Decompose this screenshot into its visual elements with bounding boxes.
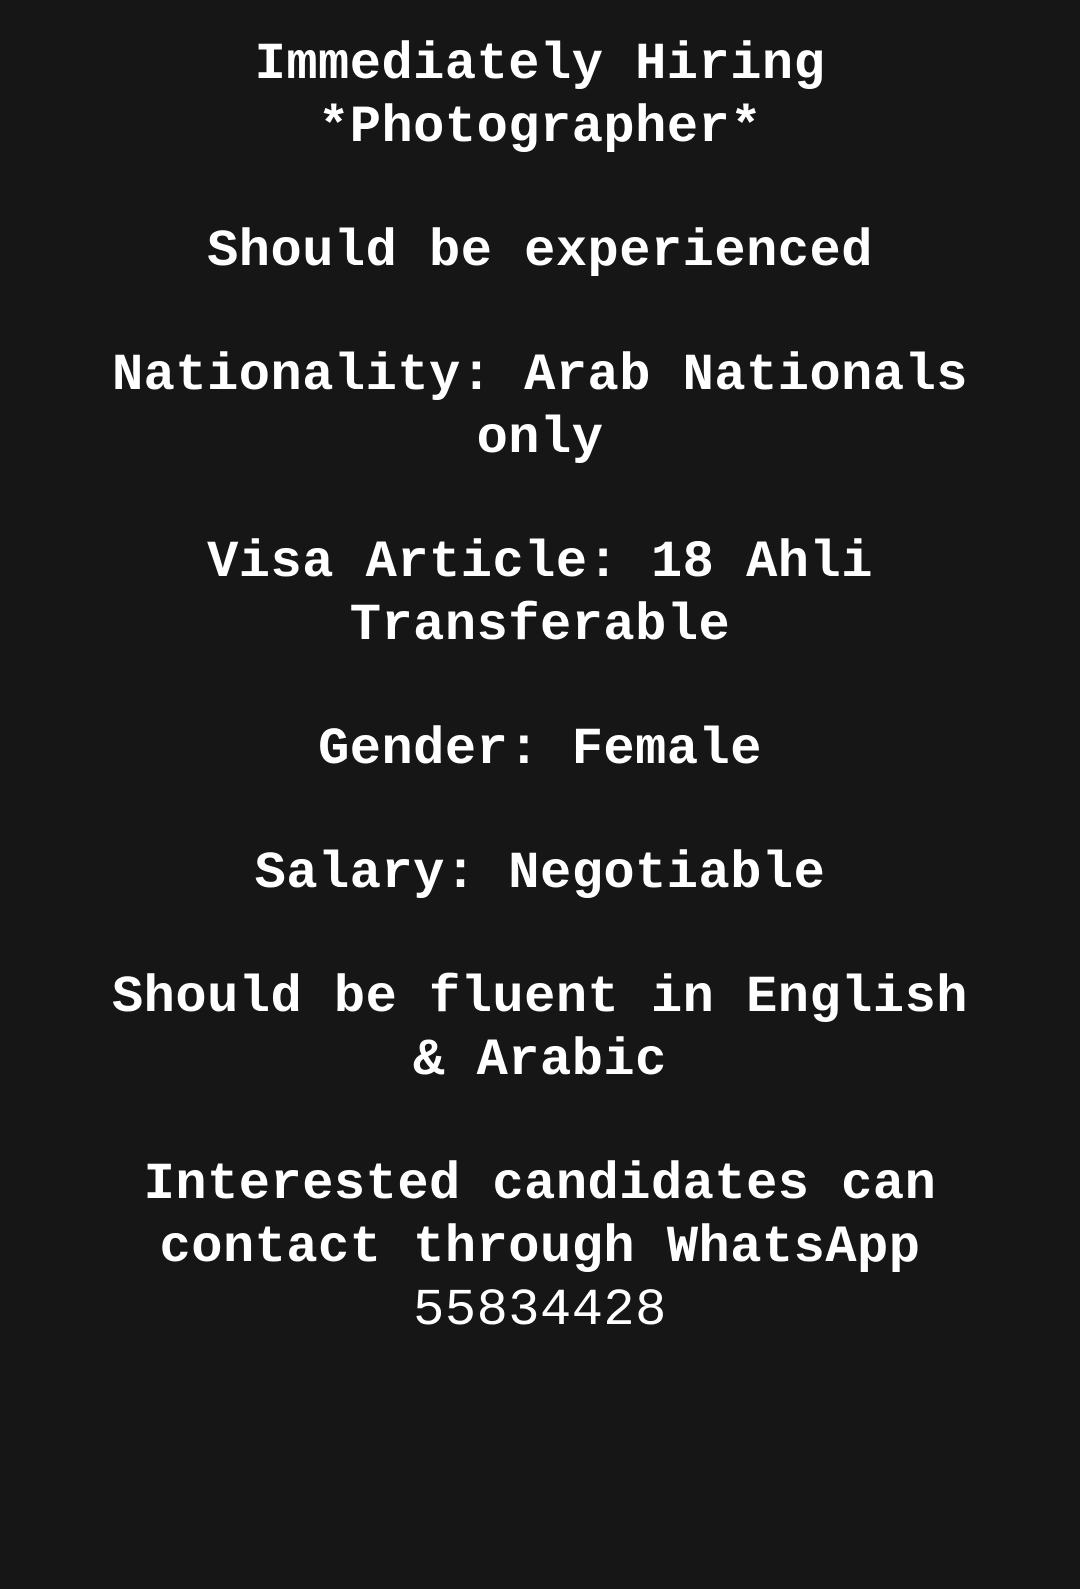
job-title: *Photographer* (318, 98, 762, 157)
visa-requirement (0, 531, 1080, 657)
language-line: & Arabic (413, 1031, 667, 1090)
gender-text: Gender: Female (318, 720, 762, 779)
language-requirement (0, 966, 1080, 1092)
experience-requirement (0, 220, 1080, 283)
whatsapp-number: 55834428 (413, 1281, 667, 1340)
heading-line: Immediately Hiring (254, 35, 826, 94)
job-post (0, 33, 1080, 1403)
nationality-line: only (476, 409, 604, 468)
contact-info (0, 1153, 1080, 1342)
experience-text: Should be experienced (207, 222, 873, 281)
nationality-requirement (0, 344, 1080, 470)
language-line: Should be fluent in English (111, 968, 969, 1027)
visa-line: Visa Article: 18 Ahli (207, 533, 873, 592)
nationality-line: Nationality: Arab Nationals (111, 346, 969, 405)
salary-info (0, 842, 1080, 905)
gender-requirement (0, 718, 1080, 781)
salary-text: Salary: Negotiable (254, 844, 826, 903)
visa-line: Transferable (349, 596, 731, 655)
contact-line: contact through WhatsApp (159, 1218, 921, 1277)
contact-line: Interested candidates can (143, 1155, 937, 1214)
job-heading (0, 33, 1080, 159)
